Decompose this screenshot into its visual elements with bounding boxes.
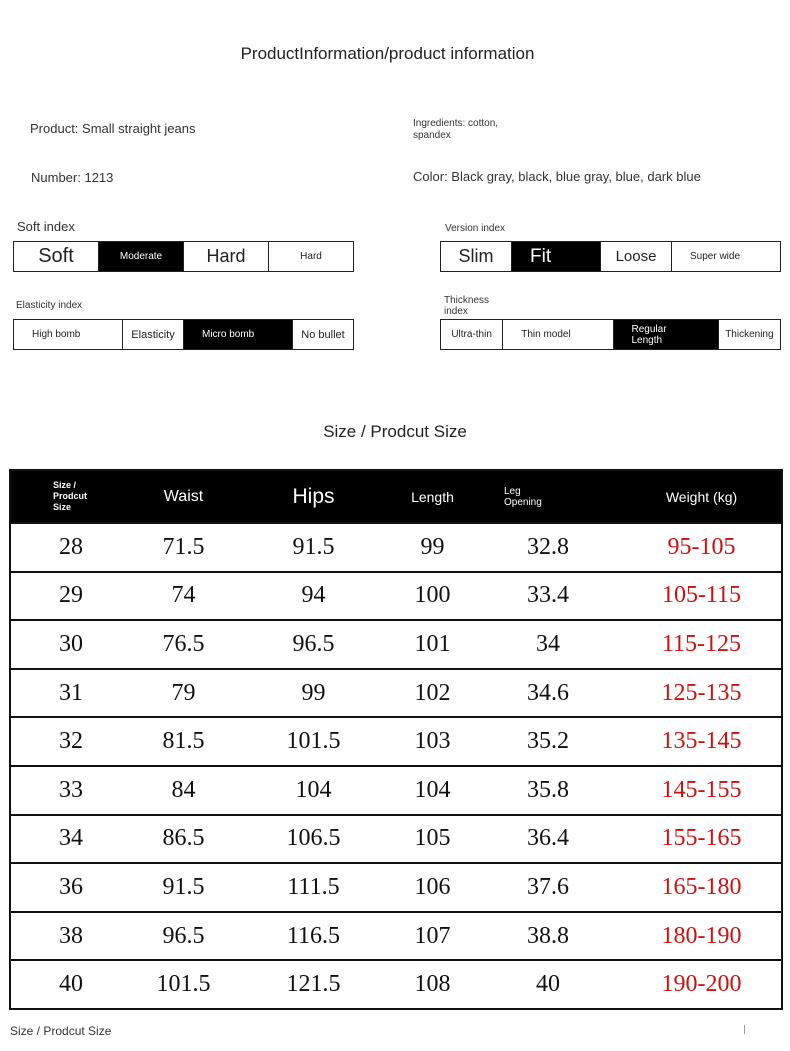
cell-length: 102 (414, 679, 451, 706)
soft-option-moderate: Moderate (99, 242, 184, 271)
product-name: Product: Small straight jeans (30, 121, 196, 136)
cell-weight: 180-190 (661, 922, 742, 949)
cell-leg-opening: 36.4 (527, 825, 569, 852)
product-ingredients: Ingredients: cotton, spandex (413, 118, 499, 141)
cell-leg-opening: 40 (536, 971, 560, 998)
cell-length: 105 (414, 825, 451, 852)
cell-waist: 91.5 (162, 873, 205, 900)
table-header (11, 471, 781, 522)
cell-leg-opening: 34.6 (527, 679, 569, 706)
table-row (11, 862, 781, 911)
version-option-super-wide: Super wide (690, 250, 741, 262)
cell-size: 36 (59, 873, 83, 900)
elasticity-option-no-bullet: No bullet (301, 328, 345, 341)
thickness-option-thin-model: Thin model (503, 320, 613, 349)
header-hips: Hips (292, 484, 335, 508)
header-size: Size / Prodcut Size (53, 480, 88, 512)
cell-length: 108 (414, 971, 451, 998)
version-index-label: Version index (445, 223, 506, 234)
cell-hips: 101.5 (286, 728, 341, 755)
cell-hips: 91.5 (292, 533, 335, 560)
cell-size: 31 (59, 679, 83, 706)
cell-waist: 79 (171, 679, 196, 706)
cell-waist: 81.5 (162, 728, 205, 755)
cell-leg-opening: 35.2 (527, 728, 569, 755)
product-number: Number: 1213 (31, 170, 114, 185)
version-option-loose: Loose (601, 242, 672, 271)
page-title: ProductInformation/product information (240, 44, 535, 63)
cell-leg-opening: 33.4 (527, 582, 569, 609)
soft-index-scale (13, 241, 354, 272)
table-row (11, 765, 781, 814)
cell-length: 100 (414, 582, 451, 609)
soft-option-hard: Hard (184, 242, 269, 271)
elasticity-option-elasticity: Elasticity (123, 320, 184, 349)
version-option-fit: Fit (512, 242, 601, 271)
cell-size: 29 (59, 582, 83, 609)
cell-waist: 86.5 (162, 825, 205, 852)
cell-hips: 99 (301, 679, 326, 706)
thickness-option-thickening: Thickening (725, 329, 774, 340)
version-option-slim: Slim (441, 242, 512, 271)
cell-weight: 105-115 (661, 582, 742, 609)
thickness-index-label: Thickness index (444, 295, 490, 317)
cell-length: 107 (414, 922, 451, 949)
cell-hips: 96.5 (292, 630, 335, 657)
header-leg-opening: Leg Opening (504, 485, 542, 508)
elasticity-index-label: Elasticity index (16, 300, 83, 311)
cell-waist: 76.5 (162, 630, 205, 657)
cell-size: 40 (59, 971, 83, 998)
cell-waist: 84 (171, 776, 196, 803)
cell-waist: 96.5 (162, 922, 205, 949)
table-row (11, 522, 781, 571)
table-row (11, 716, 781, 765)
cell-weight: 95-105 (667, 533, 736, 560)
cell-leg-opening: 38.8 (527, 922, 569, 949)
cell-hips: 106.5 (286, 825, 341, 852)
cell-waist: 101.5 (156, 971, 211, 998)
cell-leg-opening: 37.6 (527, 873, 569, 900)
cell-waist: 71.5 (162, 533, 205, 560)
cell-leg-opening: 35.8 (527, 776, 569, 803)
cell-size: 30 (59, 630, 83, 657)
table-row (11, 571, 781, 620)
table-row (11, 668, 781, 717)
cell-weight: 165-180 (661, 873, 742, 900)
thickness-option-ultra-thin: Ultra-thin (441, 320, 503, 349)
header-weight: Weight (kg) (665, 488, 738, 505)
cell-hips: 94 (301, 582, 326, 609)
version-index-scale (440, 241, 781, 272)
cell-length: 99 (420, 533, 445, 560)
divider-tick (744, 1025, 745, 1034)
footer-caption: Size / Prodcut Size (10, 1024, 112, 1038)
cell-hips: 121.5 (286, 971, 341, 998)
cell-hips: 104 (295, 776, 332, 803)
cell-size: 32 (59, 728, 83, 755)
soft-option-hard-2: Hard (300, 251, 322, 262)
cell-weight: 190-200 (661, 971, 742, 998)
cell-leg-opening: 32.8 (527, 533, 569, 560)
header-length: Length (411, 488, 454, 505)
cell-leg-opening: 34 (536, 630, 560, 657)
cell-length: 103 (414, 728, 451, 755)
elasticity-option-high-bomb: High bomb (14, 320, 123, 349)
cell-waist: 74 (171, 582, 196, 609)
table-body (11, 522, 781, 1008)
cell-weight: 145-155 (661, 776, 742, 803)
table-row (11, 814, 781, 863)
thickness-index-scale (440, 319, 781, 350)
cell-length: 106 (414, 873, 451, 900)
elasticity-index-scale (13, 319, 354, 350)
cell-weight: 135-145 (661, 728, 742, 755)
cell-size: 34 (59, 825, 83, 852)
soft-option-soft: Soft (14, 242, 99, 271)
thickness-option-regular-length: Regular Length (614, 320, 719, 349)
soft-index-label: Soft index (17, 219, 75, 234)
product-color: Color: Black gray, black, blue gray, blue, dark blue (413, 169, 701, 184)
table-row (11, 619, 781, 668)
cell-length: 101 (414, 630, 451, 657)
cell-size: 33 (59, 776, 83, 803)
cell-weight: 115-125 (661, 630, 742, 657)
size-section-title: Size / Prodcut Size (323, 422, 467, 441)
size-table (9, 469, 783, 1010)
cell-length: 104 (414, 776, 451, 803)
elasticity-option-micro-bomb: Micro bomb (184, 320, 293, 349)
table-row (11, 959, 781, 1008)
cell-size: 28 (59, 533, 83, 560)
cell-weight: 155-165 (661, 825, 742, 852)
cell-size: 38 (59, 922, 83, 949)
cell-hips: 111.5 (287, 873, 340, 900)
header-waist: Waist (163, 487, 204, 505)
table-row (11, 911, 781, 960)
cell-weight: 125-135 (661, 679, 742, 706)
cell-hips: 116.5 (286, 922, 341, 949)
